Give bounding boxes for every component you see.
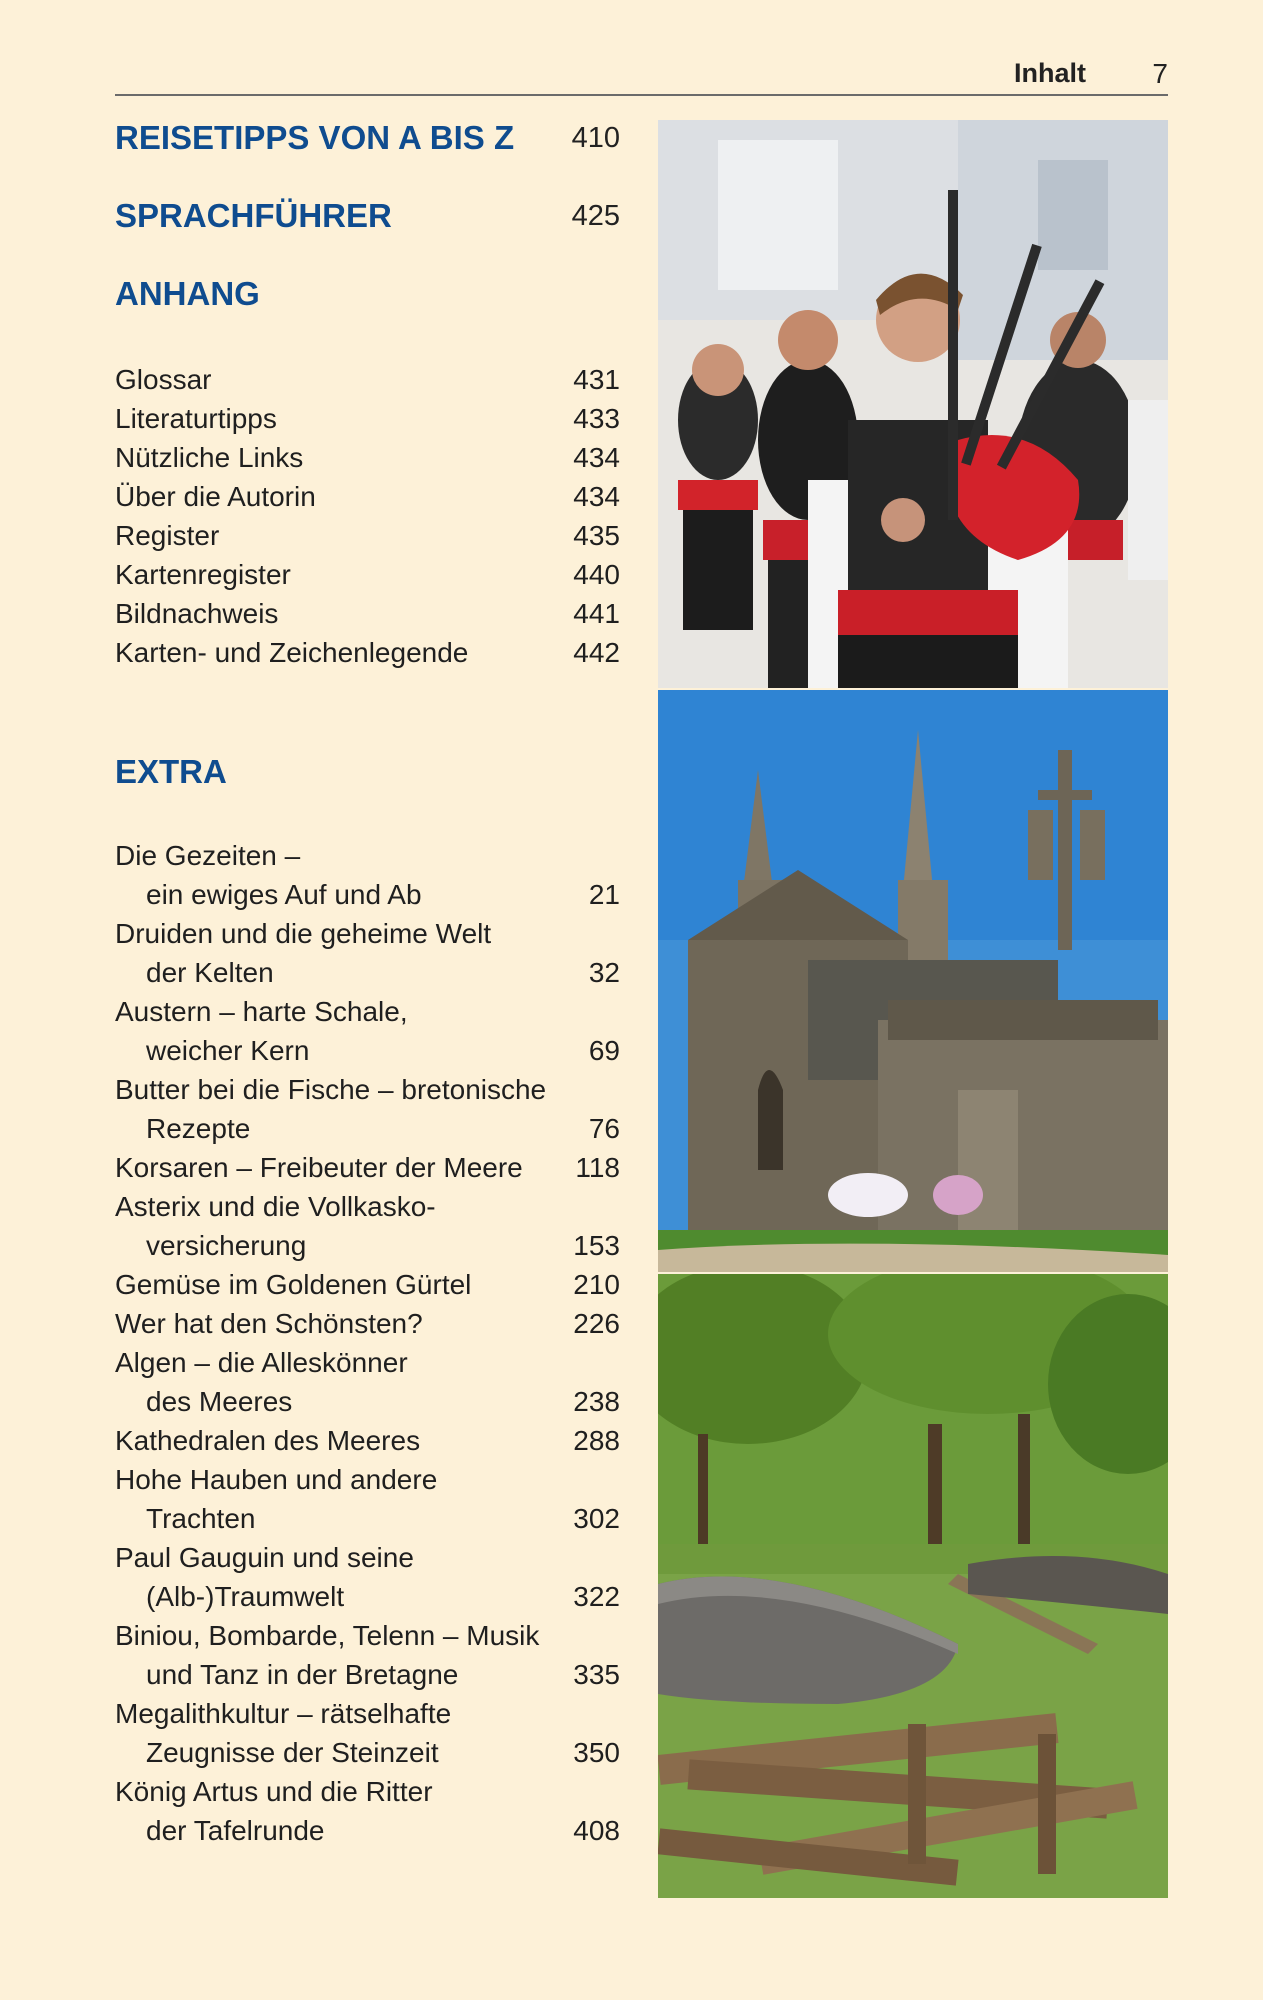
toc-heading-extra	[115, 744, 620, 822]
toc-entry[interactable]	[115, 477, 620, 516]
toc-entry[interactable]	[115, 555, 620, 594]
toc-entry-label: Asterix und die Vollkasko-	[115, 1191, 436, 1222]
toc-entry-page: 288	[573, 1425, 620, 1456]
toc-heading-title: EXTRA	[115, 753, 227, 790]
toc-entry-label-cont: weicher Kern	[146, 1035, 310, 1066]
toc-entry-page: 441	[573, 598, 620, 629]
toc-heading-title: REISETIPPS VON A BIS Z	[115, 119, 515, 156]
toc-extra-entry[interactable]	[115, 992, 620, 1070]
toc-entry-page: 302	[573, 1503, 620, 1534]
toc-entry-page: 226	[573, 1308, 620, 1339]
toc-extra-entry[interactable]	[115, 1304, 620, 1343]
toc-entry-label: Hohe Hauben und andere	[115, 1464, 438, 1495]
toc-heading-page: 425	[571, 200, 620, 232]
toc-heading-sprachfuehrer[interactable]	[115, 188, 620, 266]
toc-entry-label: Register	[115, 520, 220, 551]
toc-entry-page: 350	[573, 1737, 620, 1768]
toc-entry[interactable]	[115, 633, 620, 672]
toc-entry-label-cont: Zeugnisse der Steinzeit	[146, 1737, 439, 1768]
toc-entry[interactable]	[115, 516, 620, 555]
toc-entry-page: 210	[573, 1269, 620, 1300]
page-number: 7	[1152, 58, 1168, 89]
toc-entry-label: Druiden und die geheime Welt	[115, 918, 492, 949]
toc-entry[interactable]	[115, 360, 620, 399]
header-section-title: Inhalt	[1014, 58, 1086, 88]
toc-extra-entry[interactable]	[115, 1772, 620, 1850]
toc-extra-entry[interactable]	[115, 1616, 620, 1694]
toc-extra-entry[interactable]	[115, 1265, 620, 1304]
photo-calvary-church	[658, 690, 1168, 1272]
toc-entry-label: Paul Gauguin und seine	[115, 1542, 414, 1573]
toc-entry-label: Algen – die Alleskönner	[115, 1347, 408, 1378]
toc-heading-title: SPRACHFÜHRER	[115, 197, 392, 234]
toc-entry-page: 434	[573, 442, 620, 473]
toc-entry-label: Karten- und Zeichenlegende	[115, 637, 469, 668]
toc-entry-label: Gemüse im Goldenen Gürtel	[115, 1269, 472, 1300]
toc-heading-reisetipps[interactable]	[115, 110, 620, 188]
toc-entry-label: Kartenregister	[115, 559, 291, 590]
toc-extra-entry[interactable]	[115, 1421, 620, 1460]
toc-entry-label: Nützliche Links	[115, 442, 304, 473]
toc-entry-page: 434	[573, 481, 620, 512]
toc-entry-page: 153	[573, 1230, 620, 1261]
toc-entry-label: Bildnachweis	[115, 598, 279, 629]
toc-entry-page: 238	[573, 1386, 620, 1417]
toc-entry-page: 32	[588, 957, 620, 988]
toc-heading-title: ANHANG	[115, 275, 260, 312]
toc-entry-page: 408	[573, 1815, 620, 1846]
toc-extra-entry[interactable]	[115, 1148, 620, 1187]
toc-entry-label-cont: des Meeres	[146, 1386, 293, 1417]
toc-entry-label: Glossar	[115, 364, 212, 395]
toc-entry-label: Literaturtipps	[115, 403, 277, 434]
photo-megalith-forest	[658, 1274, 1168, 1898]
table-of-contents	[115, 110, 620, 1850]
toc-extra-entry[interactable]	[115, 1694, 620, 1772]
toc-entry-label: Megalithkultur – rätselhafte	[115, 1698, 452, 1729]
toc-entry-label-cont: der Kelten	[146, 957, 274, 988]
toc-entry-page: 335	[573, 1659, 620, 1690]
toc-entry-label: Korsaren – Freibeuter der Meere	[115, 1152, 523, 1183]
toc-entry[interactable]	[115, 594, 620, 633]
toc-entry-label-cont: und Tanz in der Bretagne	[146, 1659, 459, 1690]
photo-bagpipe-parade	[658, 120, 1168, 688]
toc-entry-page: 433	[573, 403, 620, 434]
toc-entry-label: König Artus und die Ritter	[115, 1776, 433, 1807]
running-header	[115, 56, 1168, 96]
toc-extra-entry[interactable]	[115, 1460, 620, 1538]
toc-entry-label-cont: (Alb-)Traumwelt	[146, 1581, 345, 1612]
toc-entry[interactable]	[115, 399, 620, 438]
toc-entry-label: Butter bei die Fische – bretonische	[115, 1074, 547, 1105]
toc-entry-label-cont: Trachten	[146, 1503, 256, 1534]
toc-heading-anhang	[115, 266, 620, 344]
toc-entry-label: Biniou, Bombarde, Telenn – Musik	[115, 1620, 540, 1651]
toc-entry-label: Kathedralen des Meeres	[115, 1425, 421, 1456]
toc-entry[interactable]	[115, 438, 620, 477]
toc-entry-page: 440	[573, 559, 620, 590]
toc-extra-entry[interactable]	[115, 836, 620, 914]
toc-extra-entry[interactable]	[115, 1538, 620, 1616]
toc-entry-label-cont: ein ewiges Auf und Ab	[146, 879, 422, 910]
toc-entry-page: 118	[575, 1152, 620, 1183]
toc-entry-label: Über die Autorin	[115, 481, 316, 512]
toc-extra-entry[interactable]	[115, 1070, 620, 1148]
toc-entry-page: 442	[573, 637, 620, 668]
toc-entry-label: Austern – harte Schale,	[115, 996, 408, 1027]
toc-entry-page: 322	[573, 1581, 620, 1612]
toc-heading-page: 410	[571, 122, 620, 154]
toc-entry-label: Wer hat den Schönsten?	[115, 1308, 423, 1339]
toc-entry-page: 21	[588, 879, 620, 910]
toc-extra-entry[interactable]	[115, 914, 620, 992]
toc-extra-entry[interactable]	[115, 1187, 620, 1265]
toc-extra-entry[interactable]	[115, 1343, 620, 1421]
toc-entry-label-cont: Rezepte	[146, 1113, 251, 1144]
toc-entry-label: Die Gezeiten –	[115, 840, 301, 871]
toc-entry-label-cont: versicherung	[146, 1230, 307, 1261]
toc-entry-page: 69	[588, 1035, 620, 1066]
toc-entry-page: 435	[573, 520, 620, 551]
toc-entry-page: 431	[573, 364, 620, 395]
toc-entry-label-cont: der Tafelrunde	[146, 1815, 325, 1846]
toc-entry-page: 76	[588, 1113, 620, 1144]
